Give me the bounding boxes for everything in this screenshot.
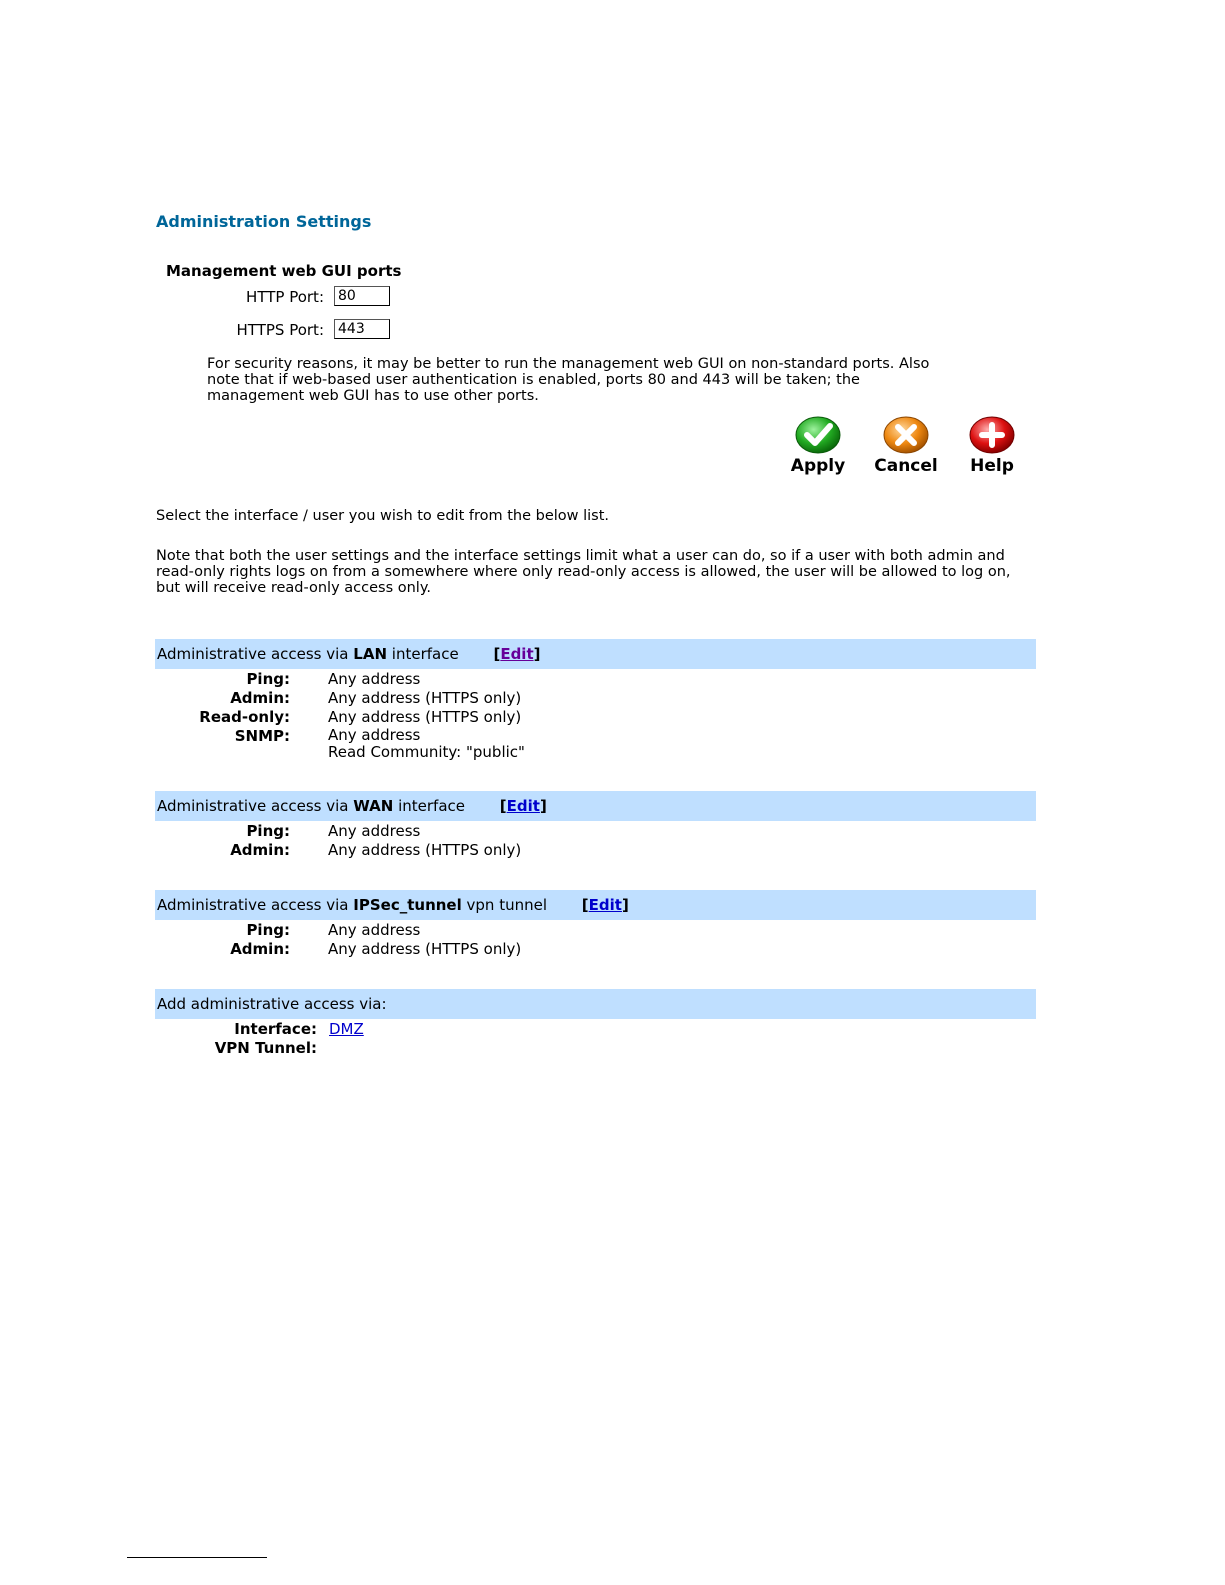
row-value: Any address (HTTPS only) [328,689,522,707]
cancel-button[interactable] [866,414,946,476]
ipsec-row-ping [155,921,1036,940]
footnote-divider [127,1557,267,1558]
checkmark-icon [795,414,841,454]
lan-edit-link[interactable]: Edit [500,645,534,663]
ipsec-header-suffix: vpn tunnel [461,896,547,914]
select-instruction: Select the interface / user you wish to edit from the below list. [156,508,610,524]
row-value: Any address (HTTPS only) [328,940,522,958]
ipsec-row-admin [155,940,1036,959]
row-value: Any address (HTTPS only) [328,708,522,726]
wan-row-admin [155,841,1036,860]
lan-header-suffix: interface [387,645,459,663]
ipsec-header-prefix: Administrative access via [157,896,354,914]
interface-label: Interface: [234,1020,317,1038]
add-access-details [155,1020,1036,1058]
cancel-label: Cancel [874,456,938,476]
wan-header-prefix: Administrative access via [157,797,354,815]
ports-note: For security reasons, it may be better to run the management web GUI on non-standard ports. Also note that if web-based user authentication is enabled, ports 80 and 443 will be taken; the management web GUI has to use other ports. [207,356,930,404]
wan-row-ping [155,822,1036,841]
row-label: SNMP: [234,727,290,745]
wan-section-header [155,791,1036,821]
lan-row-readonly [155,708,1036,727]
lan-row-ping [155,670,1036,689]
lan-section-header [155,639,1036,669]
lan-row-snmp [155,727,1036,761]
wan-edit-link[interactable]: Edit [506,797,540,815]
ports-section-title: Management web GUI ports [166,262,402,280]
snmp-community: Read Community: "public" [328,743,525,761]
help-label: Help [970,456,1014,476]
https-port-input[interactable] [334,319,390,339]
http-port-input[interactable] [334,286,390,306]
row-value [328,727,525,761]
row-label: Read-only: [199,708,290,726]
ipsec-edit-wrapper: [Edit] [581,896,629,914]
row-value: Any address [328,921,421,939]
ipsec-edit-link[interactable]: Edit [588,896,622,914]
row-value: Any address [328,822,421,840]
vpn-tunnel-label: VPN Tunnel: [214,1039,317,1057]
page-title: Administration Settings [156,212,372,231]
add-row-interface [155,1020,1036,1039]
lan-header-prefix: Administrative access via [157,645,354,663]
row-label: Admin: [230,689,290,707]
wan-edit-wrapper: [Edit] [499,797,547,815]
row-label: Ping: [246,670,290,688]
add-row-vpn [155,1039,1036,1058]
row-label: Admin: [230,841,290,859]
ipsec-section-header [155,890,1036,920]
help-button[interactable] [952,414,1032,476]
add-access-header: Add administrative access via: [155,989,1036,1019]
http-port-label: HTTP Port: [246,288,324,306]
wan-details [155,822,1036,860]
wan-header-name: WAN [353,797,394,815]
row-label: Ping: [246,921,290,939]
wan-header-suffix: interface [393,797,465,815]
row-value: Any address [328,670,421,688]
lan-row-admin [155,689,1036,708]
snmp-address: Any address [328,726,421,744]
lan-header-name: LAN [353,645,388,663]
access-note: Note that both the user settings and the interface settings limit what a user can do, so if a user with both admin and read-only rights logs on from a somewhere where only read-only access is allowed, the user will be allowed to log on, but will receive read-only access only. [156,548,1011,596]
dmz-interface-link[interactable]: DMZ [329,1020,364,1038]
row-value: Any address (HTTPS only) [328,841,522,859]
apply-label: Apply [790,456,846,476]
lan-edit-wrapper: [Edit] [493,645,541,663]
ipsec-header-name: IPSec_tunnel [353,896,462,914]
row-label: Ping: [246,822,290,840]
lan-details [155,670,1036,761]
close-icon [883,414,929,454]
row-label: Admin: [230,940,290,958]
plus-icon [969,414,1015,454]
apply-button[interactable] [778,414,858,476]
https-port-label: HTTPS Port: [236,321,324,339]
ipsec-details [155,921,1036,959]
